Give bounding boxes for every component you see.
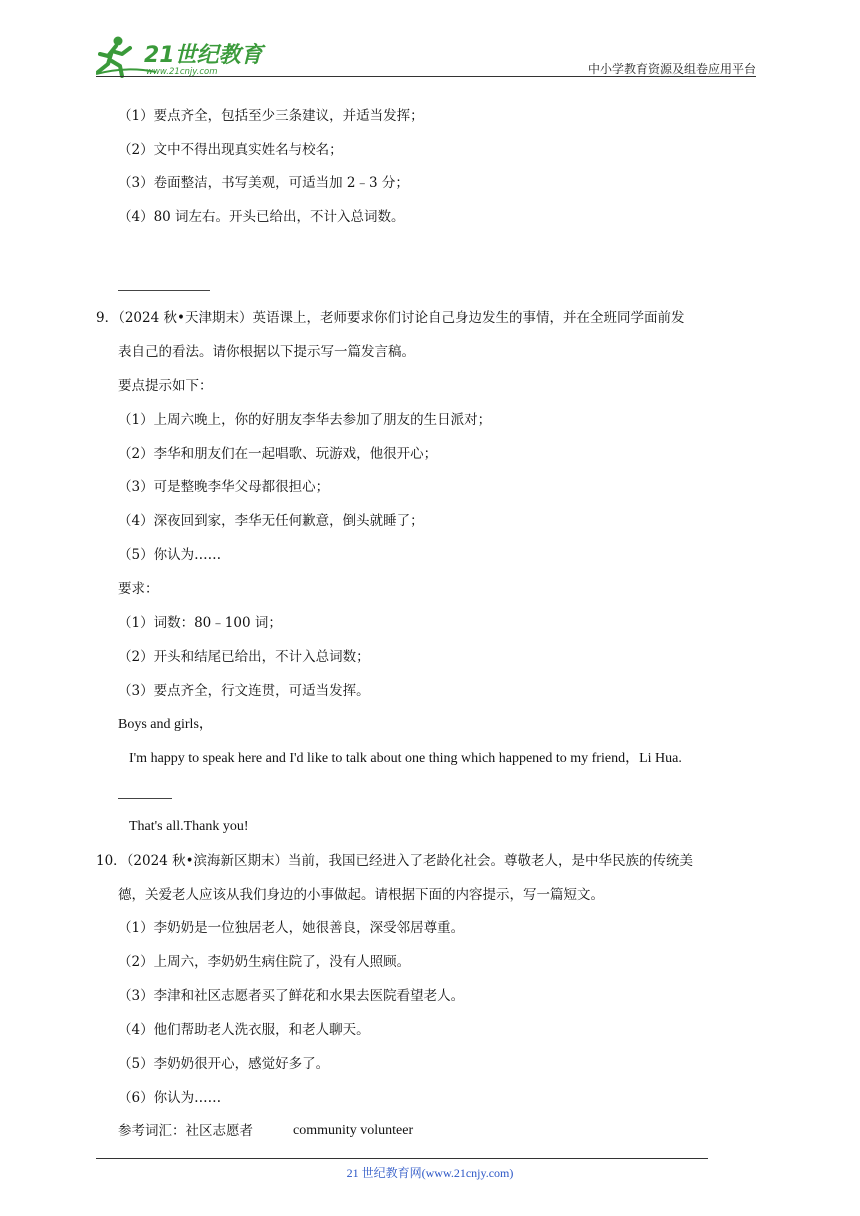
q9-point-4: （4）深夜回到家，李华无任何歉意，倒头就睡了； [118, 513, 424, 529]
q9-opening-sentence: I'm happy to speak here and I'd like to talk about one thing which happened to my friend，Li Hua. [129, 751, 682, 766]
prev-requirement-1: （1）要点齐全，包括至少三条建议，并适当发挥； [118, 108, 424, 124]
q9-point-3: （3）可是整晚李华父母都很担心； [118, 479, 330, 495]
q9-requirement-3: （3）要点齐全，行文连贯，可适当发挥。 [118, 683, 370, 699]
q9-requirement-1: （1）词数：80﹣100 词； [118, 615, 282, 631]
q9-greeting: Boys and girls， [118, 717, 213, 732]
q9-stem-line2: 表自己的看法。请你根据以下提示写一篇发言稿。 [118, 344, 415, 360]
q9-point-5: （5）你认为…… [118, 547, 222, 563]
q9-closing-sentence: That's all.Thank you! [129, 819, 249, 834]
q10-point-2: （2）上周六，李奶奶生病住院了，没有人照顾。 [118, 954, 411, 970]
q9-stem-line1: 9．（2024 秋•天津期末）英语课上，老师要求你们讨论自己身边发生的事情，并在全班同学面前发 [96, 310, 685, 326]
svg-text:21世纪教育: 21世纪教育 [144, 43, 263, 68]
footer-divider [96, 1158, 708, 1159]
svg-text:www.21cnjy.com: www.21cnjy.com [146, 67, 218, 77]
q9-requirements-heading: 要求： [118, 581, 159, 597]
q9-points-heading: 要点提示如下： [118, 378, 213, 394]
q9-point-2: （2）李华和朋友们在一起唱歌、玩游戏，他很开心； [118, 446, 438, 462]
header-divider [96, 76, 756, 77]
q10-vocab-label: 参考词汇：社区志愿者 [118, 1123, 253, 1139]
answer-blank-line [118, 290, 210, 291]
q10-point-5: （5）李奶奶很开心，感觉好多了。 [118, 1056, 330, 1072]
prev-requirement-3: （3）卷面整洁，书写美观，可适当加 2﹣3 分； [118, 175, 409, 191]
q10-stem-line2: 德，关爱老人应该从我们身边的小事做起。请根据下面的内容提示，写一篇短文。 [118, 887, 604, 903]
q9-point-1: （1）上周六晚上，你的好朋友李华去参加了朋友的生日派对； [118, 412, 492, 428]
q10-vocab-term: community volunteer [293, 1123, 414, 1138]
page-header [96, 34, 756, 78]
site-title: 中小学教育资源及组卷应用平台 [587, 62, 756, 76]
q10-point-1: （1）李奶奶是一位独居老人，她很善良，深受邻居尊重。 [118, 920, 465, 936]
prev-requirement-4: （4）80 词左右。开头已给出，不计入总词数。 [118, 209, 405, 225]
q9-writing-blank-line [118, 798, 172, 799]
q10-stem-line1: 10．（2024 秋•滨海新区期末）当前，我国已经进入了老龄化社会。尊敬老人，是中华民族的传统美 [96, 853, 694, 869]
q10-point-3: （3）李津和社区志愿者买了鲜花和水果去医院看望老人。 [118, 988, 465, 1004]
logo-21cnjy [96, 34, 266, 78]
prev-requirement-2: （2）文中不得出现真实姓名与校名； [118, 142, 343, 158]
q9-requirement-2: （2）开头和结尾已给出，不计入总词数； [118, 649, 370, 665]
footer-site-link[interactable]: 21 世纪教育网(www.21cnjy.com) [346, 1166, 514, 1180]
q10-point-4: （4）他们帮助老人洗衣服，和老人聊天。 [118, 1022, 370, 1038]
q10-point-6: （6）你认为…… [118, 1090, 222, 1106]
